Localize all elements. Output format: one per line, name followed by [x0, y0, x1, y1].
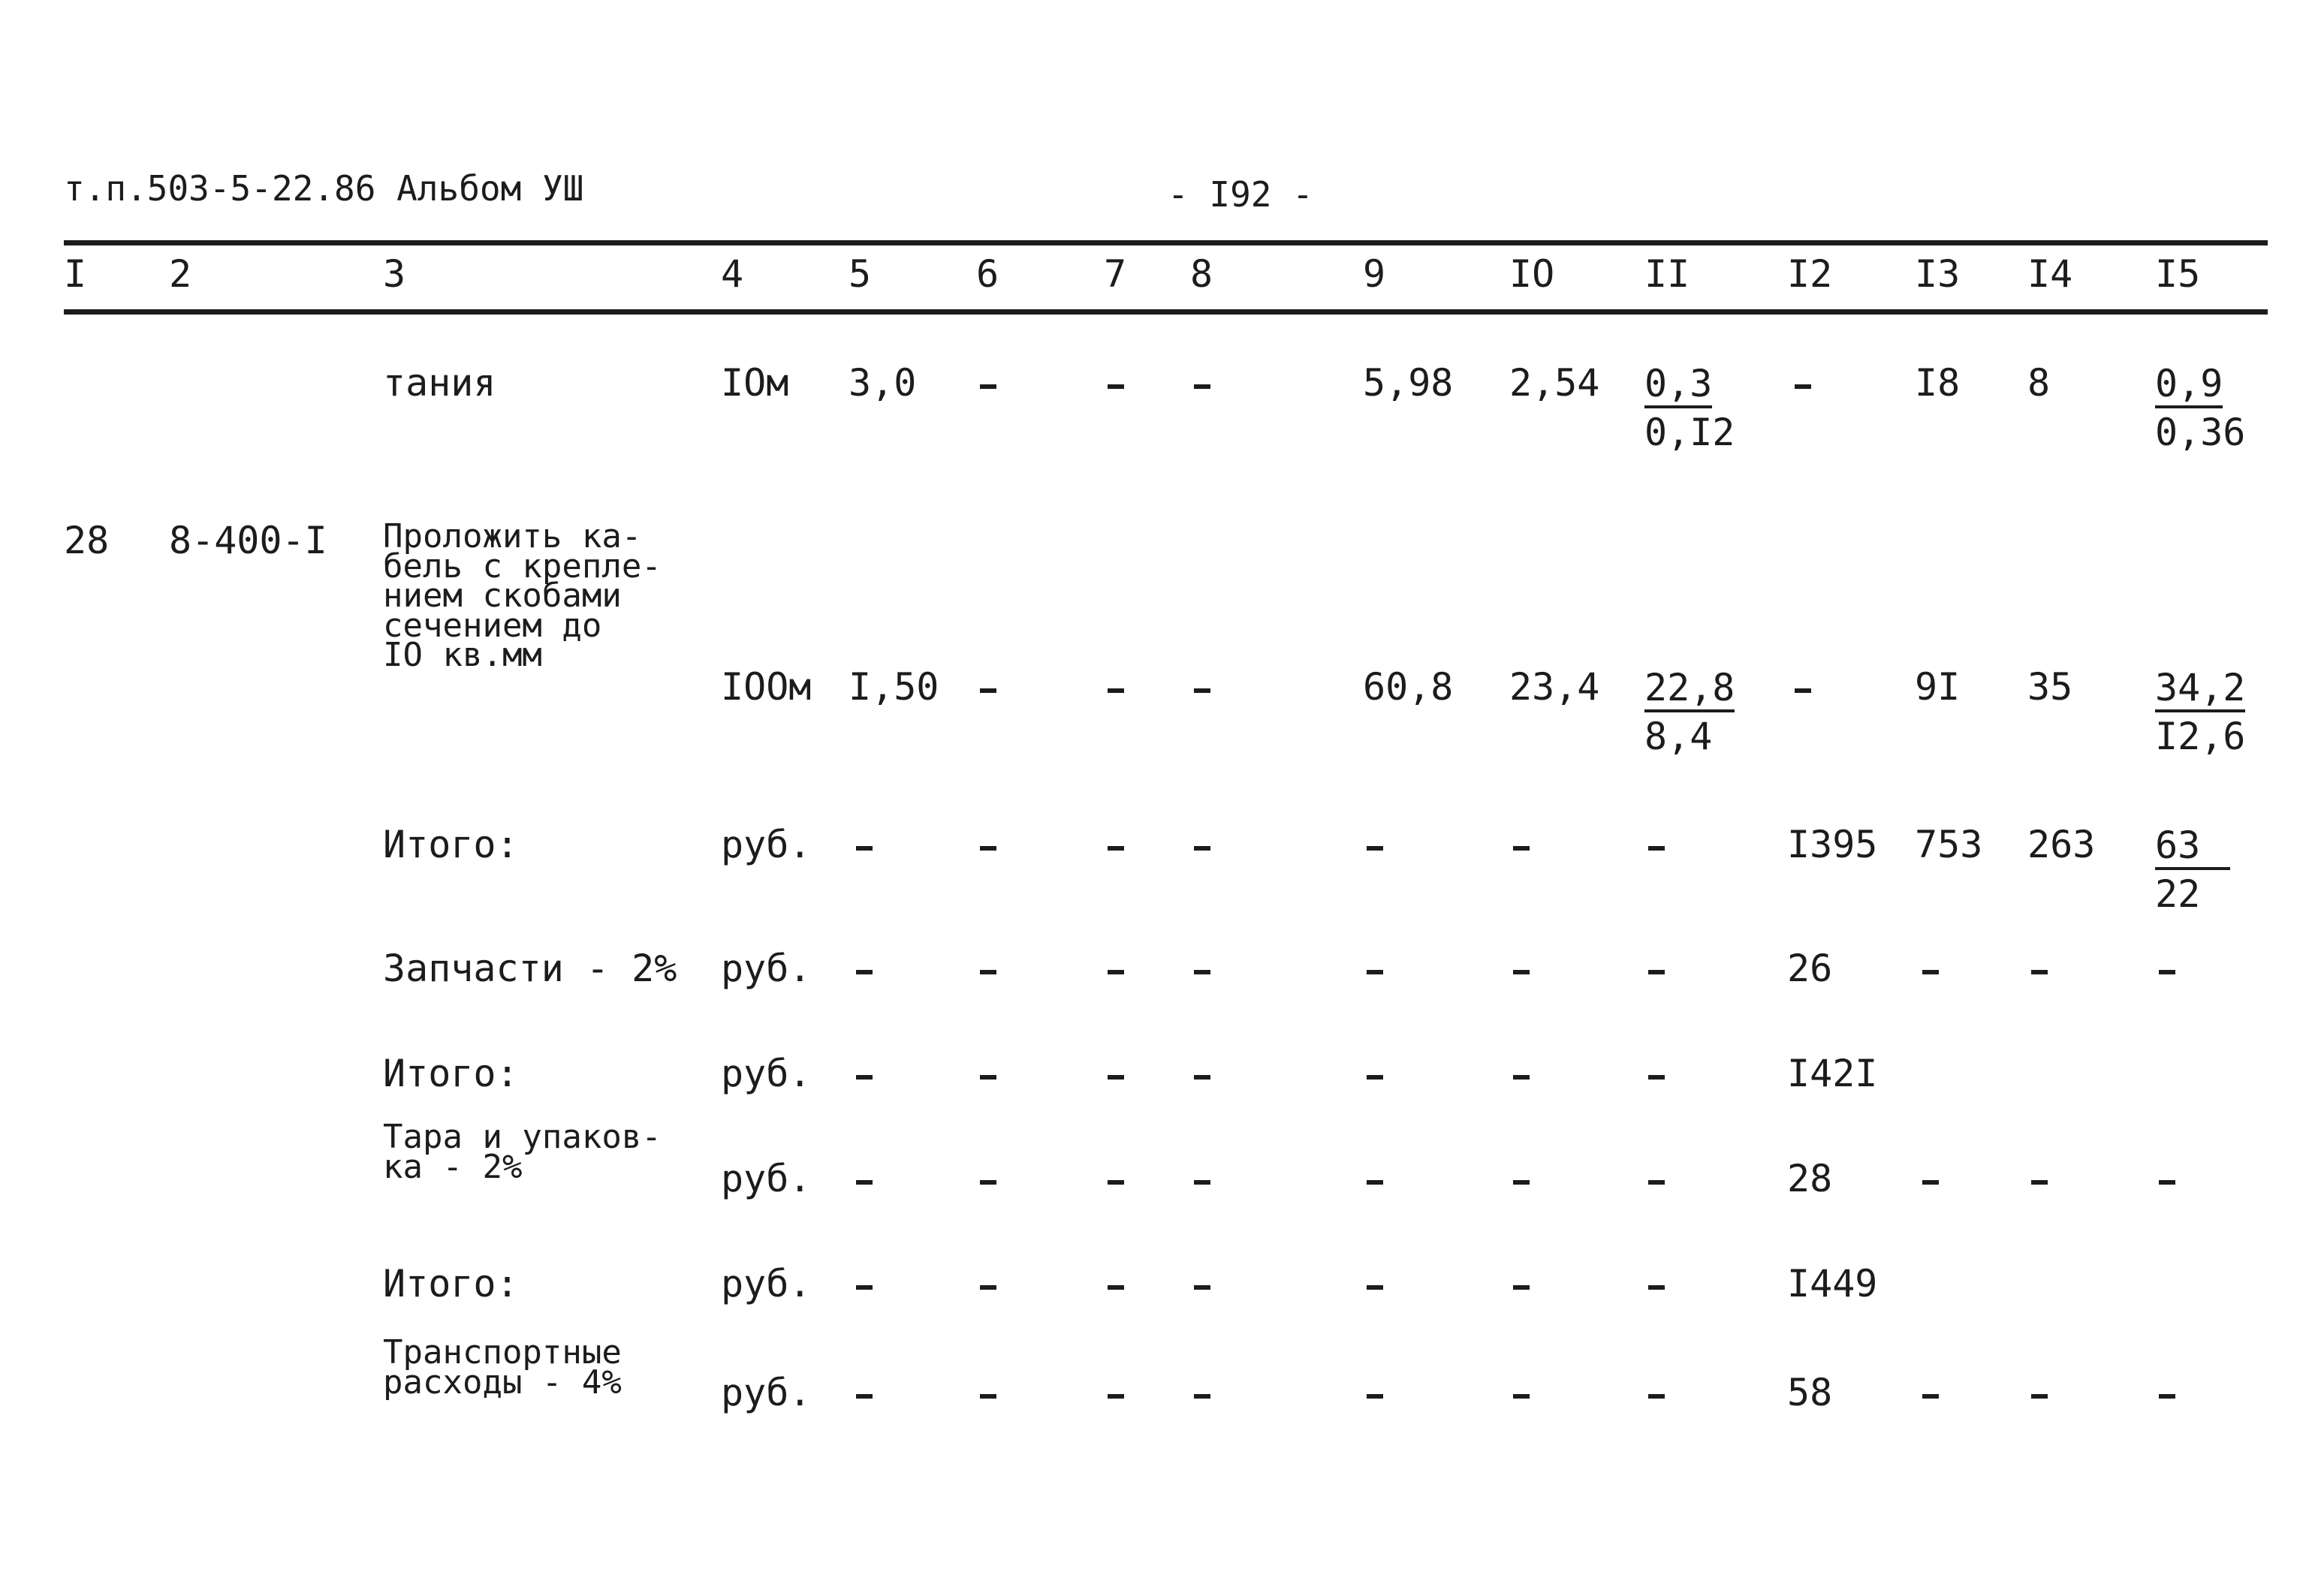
row8-description: Транспортные расходы - 4%: [383, 1333, 622, 1402]
row2-col11-fraction: [1644, 668, 1735, 756]
row1-col10: 2,54: [1509, 361, 1600, 405]
row3-col13: 753: [1915, 823, 1983, 866]
row8-col12: 58: [1787, 1371, 1833, 1414]
row5-unit: руб.: [721, 1052, 812, 1095]
row6-col9-dash: [1367, 1180, 1383, 1185]
page-number: - I92 -: [1168, 174, 1313, 215]
row4-col10-dash: [1513, 970, 1530, 974]
column-header-3: 3: [383, 252, 406, 296]
row8-col10-dash: [1513, 1394, 1530, 1399]
row2-col13: 9I: [1915, 665, 1961, 709]
row6-col15-dash: [2159, 1180, 2175, 1185]
column-header-12: I2: [1787, 252, 1833, 296]
row6-col10-dash: [1513, 1180, 1530, 1185]
row4-col6-dash: [980, 970, 996, 974]
row1-col15-denominator: 0,36: [2155, 410, 2246, 454]
column-header-1: I: [64, 252, 87, 296]
row3-col11-dash: [1648, 846, 1665, 851]
row4-col7-dash: [1108, 970, 1124, 974]
column-header-4: 4: [721, 252, 744, 296]
row2-description: Проложить ка- бель с крепле- нием скобами сечением до IO кв.мм: [383, 517, 662, 675]
row3-col7-dash: [1108, 846, 1124, 851]
row6-col5-dash: [856, 1180, 873, 1185]
row3-col5-dash: [856, 846, 873, 851]
column-header-11: II: [1644, 252, 1690, 296]
row8-col8-dash: [1194, 1394, 1210, 1399]
row2-col7-dash: [1108, 688, 1124, 693]
row4-description: Запчасти - 2%: [383, 947, 677, 990]
row7-description: Итого:: [383, 1262, 519, 1305]
column-header-10: IO: [1509, 252, 1555, 296]
row5-col6-dash: [980, 1075, 996, 1080]
row4-col13-dash: [1922, 970, 1939, 974]
row2-col15-fraction: [2155, 668, 2245, 756]
row3-col14: 263: [2027, 823, 2096, 866]
row6-col13-dash: [1922, 1180, 1939, 1185]
row8-col13-dash: [1922, 1394, 1939, 1399]
row4-col15-dash: [2159, 970, 2175, 974]
row4-col8-dash: [1194, 970, 1210, 974]
row7-col12: I449: [1787, 1262, 1878, 1305]
row1-description: тания: [383, 361, 496, 405]
row2-code: 8-400-I: [169, 519, 327, 562]
row7-unit: руб.: [721, 1262, 812, 1305]
row8-col14-dash: [2031, 1394, 2048, 1399]
row7-col11-dash: [1648, 1285, 1665, 1290]
row3-col12: I395: [1787, 823, 1878, 866]
column-header-7: 7: [1104, 252, 1127, 296]
row1-col15-numerator: 0,9: [2155, 364, 2223, 408]
column-header-14: I4: [2027, 252, 2073, 296]
row3-description: Итого:: [383, 823, 519, 866]
table-header-rule: [64, 309, 2268, 315]
row1-col13: I8: [1915, 361, 1961, 405]
row1-col11-denominator: 0,I2: [1644, 410, 1735, 454]
row5-col5-dash: [856, 1075, 873, 1080]
row2-unit: IOOм: [721, 665, 812, 709]
row2-col11-numerator: 22,8: [1644, 668, 1735, 712]
row8-col7-dash: [1108, 1394, 1124, 1399]
column-header-2: 2: [169, 252, 192, 296]
row1-col11-numerator: 0,3: [1644, 364, 1712, 408]
row7-col9-dash: [1367, 1285, 1383, 1290]
row5-col9-dash: [1367, 1075, 1383, 1080]
row4-unit: руб.: [721, 947, 812, 990]
row1-col12-dash: [1795, 384, 1811, 389]
row8-col5-dash: [856, 1394, 873, 1399]
row3-col15-denominator: 22: [2155, 872, 2201, 916]
row2-col11-denominator: 8,4: [1644, 714, 1713, 758]
row6-col12: 28: [1787, 1157, 1833, 1200]
row2-col6-dash: [980, 688, 996, 693]
row6-col11-dash: [1648, 1180, 1665, 1185]
row3-col15-fraction: [2155, 826, 2230, 914]
document-reference: т.п.503-5-22.86 Альбом УШ: [64, 168, 584, 209]
row1-col14: 8: [2027, 361, 2051, 405]
row4-col14-dash: [2031, 970, 2048, 974]
row2-col8-dash: [1194, 688, 1210, 693]
row1-col9: 5,98: [1363, 361, 1454, 405]
row2-col9: 60,8: [1363, 665, 1454, 709]
row7-col10-dash: [1513, 1285, 1530, 1290]
row4-col5-dash: [856, 970, 873, 974]
row8-col6-dash: [980, 1394, 996, 1399]
column-header-9: 9: [1363, 252, 1386, 296]
row5-col8-dash: [1194, 1075, 1210, 1080]
row1-col6-dash: [980, 384, 996, 389]
row2-col15-numerator: 34,2: [2155, 668, 2245, 712]
row2-item-number: 28: [64, 519, 110, 562]
row1-col7-dash: [1108, 384, 1124, 389]
row4-col9-dash: [1367, 970, 1383, 974]
column-header-15: I5: [2155, 252, 2201, 296]
row6-col7-dash: [1108, 1180, 1124, 1185]
column-header-6: 6: [976, 252, 999, 296]
row7-col8-dash: [1194, 1285, 1210, 1290]
row2-col14: 35: [2027, 665, 2073, 709]
row2-col12-dash: [1795, 688, 1811, 693]
row3-col8-dash: [1194, 846, 1210, 851]
row1-col8-dash: [1194, 384, 1210, 389]
row6-col8-dash: [1194, 1180, 1210, 1185]
row3-col15-numerator: 63: [2155, 826, 2230, 870]
column-header-13: I3: [1915, 252, 1961, 296]
row8-unit: руб.: [721, 1371, 812, 1414]
row6-col14-dash: [2031, 1180, 2048, 1185]
row1-col11-fraction: [1644, 364, 1735, 452]
row8-col9-dash: [1367, 1394, 1383, 1399]
row6-unit: руб.: [721, 1157, 812, 1200]
row8-col15-dash: [2159, 1394, 2175, 1399]
row8-col11-dash: [1648, 1394, 1665, 1399]
row6-description: Тара и упаков- ка - 2%: [383, 1118, 662, 1186]
row3-col6-dash: [980, 846, 996, 851]
row4-col11-dash: [1648, 970, 1665, 974]
row1-col15-fraction: [2155, 364, 2245, 452]
table-top-rule: [64, 240, 2268, 245]
row5-col10-dash: [1513, 1075, 1530, 1080]
row5-col12: I42I: [1787, 1052, 1878, 1095]
row3-col9-dash: [1367, 846, 1383, 851]
row7-col5-dash: [856, 1285, 873, 1290]
row2-col10: 23,4: [1509, 665, 1600, 709]
row2-col5: I,50: [849, 665, 939, 709]
column-header-8: 8: [1190, 252, 1213, 296]
row3-unit: руб.: [721, 823, 812, 866]
row5-col11-dash: [1648, 1075, 1665, 1080]
row1-col5: 3,0: [849, 361, 917, 405]
row3-col10-dash: [1513, 846, 1530, 851]
row5-description: Итого:: [383, 1052, 519, 1095]
row5-col7-dash: [1108, 1075, 1124, 1080]
row2-col15-denominator: I2,6: [2155, 714, 2246, 758]
row1-unit: IOм: [721, 361, 789, 405]
row6-col6-dash: [980, 1180, 996, 1185]
row7-col7-dash: [1108, 1285, 1124, 1290]
row4-col12: 26: [1787, 947, 1833, 990]
row7-col6-dash: [980, 1285, 996, 1290]
column-header-5: 5: [849, 252, 872, 296]
